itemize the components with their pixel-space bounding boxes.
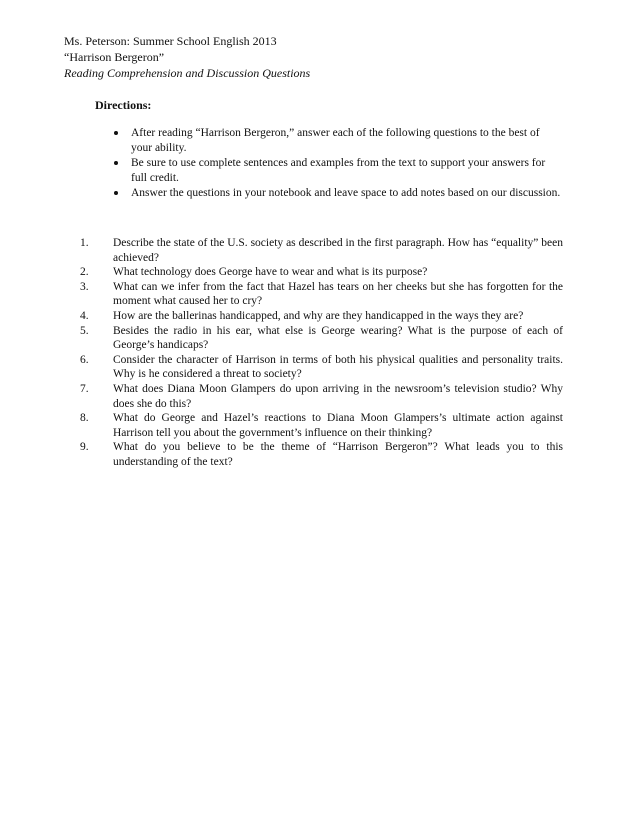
bullet-icon xyxy=(114,131,118,135)
question-number: 4. xyxy=(80,309,89,322)
question-text: What do you believe to be the theme of “Harrison Bergeron”? What leads you to this understanding of the text? xyxy=(113,441,563,468)
question-text: What do George and Hazel’s reactions to Diana Moon Glampers’s ultimate action against Harrison tell you about the government’s influence on their thinking? xyxy=(113,412,563,439)
question-item xyxy=(80,353,563,382)
directions-item xyxy=(113,186,563,201)
question-number: 9. xyxy=(80,441,89,454)
question-text: What technology does George have to wear and what is its purpose? xyxy=(113,266,428,279)
directions-item xyxy=(113,156,563,185)
document-header xyxy=(64,33,310,81)
question-text: What can we infer from the fact that Hazel has tears on her cheeks but she has forgotten for the moment what caused her to cry? xyxy=(113,280,563,308)
directions-list xyxy=(113,126,563,202)
question-item xyxy=(80,265,563,280)
question-number: 1. xyxy=(80,237,89,249)
question-text: How are the ballerinas handicapped, and why are they handicapped in the ways they are? xyxy=(113,309,524,322)
question-text: Consider the character of Harrison in terms of both his physical qualities and personality traits. Why is he considered a threat to society? xyxy=(113,353,563,381)
question-item xyxy=(80,411,563,440)
question-number: 2. xyxy=(80,266,89,279)
question-text: Besides the radio in his ear, what else is George wearing? What is the purpose of each of George’s handicaps? xyxy=(113,324,563,352)
question-item xyxy=(80,309,563,324)
question-item xyxy=(80,324,563,353)
directions-item-text: Be sure to use complete sentences and examples from the text to support your answers for full credit. xyxy=(131,157,546,184)
course-title: Ms. Peterson: Summer School English 2013 xyxy=(64,34,277,48)
question-item xyxy=(80,440,563,469)
question-number: 8. xyxy=(80,412,89,425)
question-text: Describe the state of the U.S. society as described in the first paragraph. How has “equality” been achieved? xyxy=(113,237,563,264)
bullet-icon xyxy=(114,161,118,165)
question-item xyxy=(80,280,563,309)
question-number: 3. xyxy=(80,280,89,293)
assignment-title: Reading Comprehension and Discussion Questions xyxy=(64,66,311,80)
story-title: “Harrison Bergeron” xyxy=(64,50,165,64)
directions-item xyxy=(113,126,563,155)
question-number: 5. xyxy=(80,324,89,337)
question-item xyxy=(80,382,563,411)
question-item xyxy=(80,236,563,265)
question-list xyxy=(80,236,563,470)
directions-item-text: After reading “Harrison Bergeron,” answer each of the following questions to the best of your ability. xyxy=(131,127,540,154)
question-text: What does Diana Moon Glampers do upon arriving in the newsroom’s television studio? Why does she do this? xyxy=(113,382,563,410)
question-number: 7. xyxy=(80,382,89,395)
bullet-icon xyxy=(114,191,118,195)
directions-item-text: Answer the questions in your notebook and leave space to add notes based on our discussion. xyxy=(131,187,561,199)
directions-heading: Directions: xyxy=(95,98,152,112)
question-number: 6. xyxy=(80,353,89,366)
